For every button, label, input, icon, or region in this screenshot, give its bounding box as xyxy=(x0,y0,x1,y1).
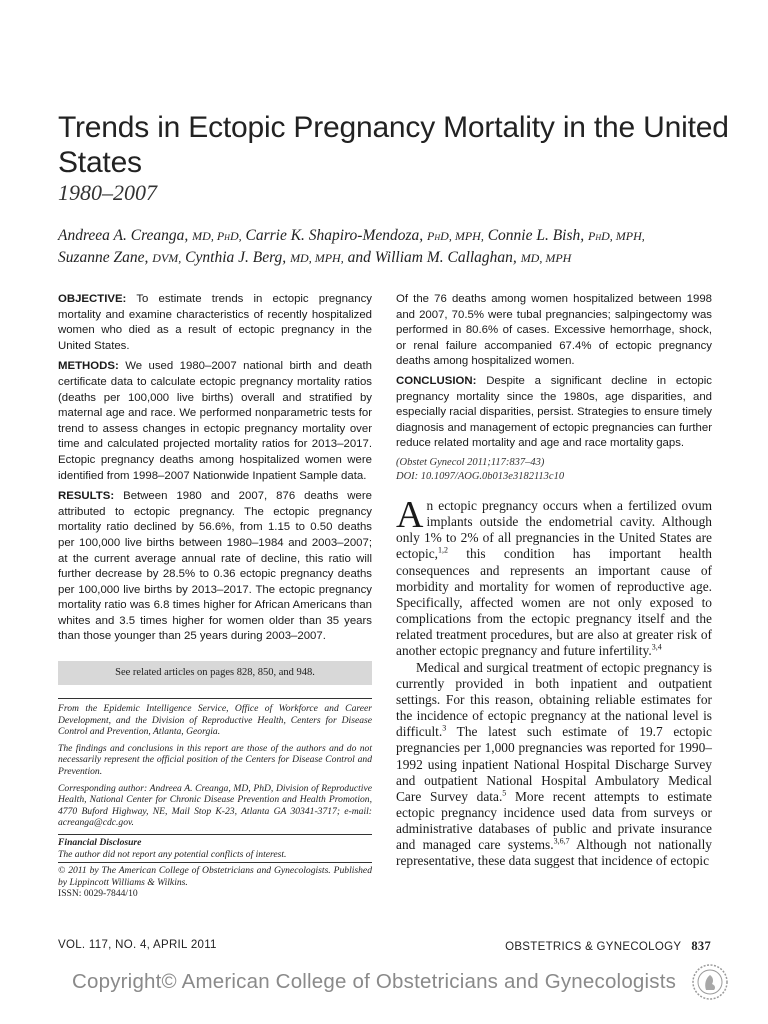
reference: 5 xyxy=(502,788,507,798)
reference: 1,2 xyxy=(438,546,449,555)
body-text-span: Although not nationally representative, these data suggest that incidence of ectopic xyxy=(396,837,712,869)
body-text-span: n ectopic pregnancy occurs when a fertilized ovum implants outside the endometrial cavity. Although only 1% to 2% of all pregnancies in the United States are ectopic, xyxy=(396,498,712,562)
conclusion-label: CONCLUSION: xyxy=(396,374,477,387)
body-text-span: The latest such estimate of 19.7 ectopic pregnancies per 1,000 pregnancies was reported for 1990–1992 using inpatient National Hospital Discharge Survey and outpatient National Hospital Ambulatory Medical Care Survey data. xyxy=(396,724,712,804)
reference: 3 xyxy=(442,723,447,733)
body-paragraph xyxy=(396,494,712,660)
copyright-watermark: Copyright© American College of Obstetricians and Gynecologists xyxy=(72,970,677,993)
abstract-left xyxy=(58,292,372,650)
author-degree: MD, PhD, xyxy=(192,229,242,243)
results-continued: Of the 76 deaths among women hospitalized between 1998 and 2007, 70.5% were tubal pregnancies; salpingectomy was performed in 80.6% of cases. Excessive hemorrhage, shock, or renal failure accompanied 67.4% of ectopic pregnancy deaths among hospitalized women. xyxy=(396,293,712,368)
journal-footer xyxy=(505,939,711,954)
author-name: Suzanne Zane, xyxy=(58,249,149,266)
body-text xyxy=(396,494,712,870)
corresponding-author-note: Corresponding author: Andreea A. Creanga, MD, PhD, Division of Reproductive Health, National Center for Chronic Disease Prevention and Health Promotion, 4770 Buford Highway, NE, Mail Stop K-23, Atlanta GA 30341-3717; e-mail: acreanga@cdc.gov. xyxy=(58,782,372,829)
author-name: Cynthia J. Berg, xyxy=(185,249,287,266)
reference: 3,4 xyxy=(651,642,662,652)
financial-disclosure-title: Financial Disclosure xyxy=(58,836,142,848)
abstract-conclusion xyxy=(396,374,712,452)
author-degree: MD, MPH, xyxy=(290,251,344,265)
issn: ISSN: 0029-7844/10 xyxy=(58,888,138,900)
drop-cap: A xyxy=(396,494,424,536)
body-text-span: Medical and surgical treatment of ectopic pregnancy is currently provided in both inpatient and outpatient settings. For this reason, obtaining reliable estimates for the incidence of ectopic pregnancy at the national level is difficult. xyxy=(396,659,712,740)
acog-seal-icon xyxy=(690,962,730,1002)
affiliation-note: From the Epidemic Intelligence Service, Office of Workforce and Career Development, and the Division of Reproductive Health, Centers for Disease Control and Prevention, Atlanta, Georgia. xyxy=(58,703,372,738)
author-degree: PhD, MPH, xyxy=(427,229,484,243)
body-paragraph xyxy=(396,660,712,870)
reference: 3,6,7 xyxy=(553,836,570,846)
results-text: Between 1980 and 2007, 876 deaths were attributed to ectopic pregnancy. The ectopic pregnancy mortality ratio declined by 56.6%, from 1.15 to 0.50 deaths per 100,000 live births between 1980–1984 and 2003–2007; at the current average annual rate of decline, this ratio will further decrease by 28.5% to 0.36 ectopic pregnancy deaths per 100,000 live births by 2013–2017. The ectopic pregnancy mortality ratio was 6.8 times higher for African Americans than whites and 3.5 times higher for women older than 35 years than those younger than 25 years during 2003–2007. xyxy=(58,490,373,643)
related-articles-box: See related articles on pages 828, 850, and 948. xyxy=(58,661,372,685)
doi: DOI: 10.1097/AOG.0b013e3182113c10 xyxy=(396,470,565,482)
methods-text: We used 1980–2007 national birth and death certificate data to calculate ectopic pregnancy mortality ratios (deaths per 100,000 live births) overall and stratified by maternal age and race. We performed nonparametric tests for trend to assess changes in ectopic pregnancy mortality over time and calculated projected mortality ratios for 2013–2017. Ectopic pregnancy deaths among hospitalized women were identified from 1998–2007 Nationwide Inpatient Sample data. xyxy=(58,360,373,482)
issue-info: VOL. 117, NO. 4, APRIL 2011 xyxy=(58,939,217,951)
author-degree: MD, MPH xyxy=(520,251,572,265)
author-degree: PhD, MPH, xyxy=(588,229,645,243)
author-name: Connie L. Bish, xyxy=(487,227,585,244)
methods-label: METHODS: xyxy=(58,360,119,373)
author-name: Carrie K. Shapiro-Mendoza, xyxy=(245,227,424,244)
objective-label: OBJECTIVE: xyxy=(58,293,127,305)
abstract-methods xyxy=(58,359,372,484)
article-subtitle: 1980–2007 xyxy=(58,180,157,205)
copyright-note: © 2011 by The American College of Obstetricians and Gynecologists. Published by Lippincott Williams & Wilkins. xyxy=(58,865,372,888)
page-number: 837 xyxy=(691,939,711,953)
journal-citation: (Obstet Gynecol 2011;117:837–43) xyxy=(396,456,545,468)
footnote-rule xyxy=(58,834,372,835)
footnotes xyxy=(58,698,372,900)
body-text-span: More recent attempts to estimate ectopic pregnancy incidence used data from surveys or administrative databases of public and private insurance and managed care systems. xyxy=(396,788,712,853)
results-label: RESULTS: xyxy=(58,490,115,503)
author-name: Andreea A. Creanga, xyxy=(58,227,189,244)
author-list xyxy=(58,225,718,269)
author-name: and William M. Callaghan, xyxy=(347,249,517,266)
financial-disclosure-text: The author did not report any potential conflicts of interest. xyxy=(58,848,287,860)
article-title: Trends in Ectopic Pregnancy Mortality in the United States xyxy=(58,111,729,179)
conclusion-text: Despite a significant decline in ectopic pregnancy mortality since the 1980s, age disparities, and especially racial disparities, persist. Strategies to ensure timely diagnosis and management of ectopic pregnancies can further reduce related mortality and age and race mortality gaps. xyxy=(396,374,712,450)
footnote-rule xyxy=(58,862,372,863)
disclaimer-note: The findings and conclusions in this report are those of the authors and do not necessarily represent the official position of the Centers for Disease Control and Prevention. xyxy=(58,742,372,777)
journal-name: OBSTETRICS & GYNECOLOGY xyxy=(505,941,682,953)
body-text-span: this condition has important health consequences and represents an important cause of morbidity and mortality for women of reproductive age. Specifically, affected women are not only exposed to complications from the ectopic pregnancy itself and the related treatment procedures, but are also at greater risk of another ectopic pregnancy and future infertility. xyxy=(396,546,712,659)
objective-text: To estimate trends in ectopic pregnancy mortality and examine characteristics of recently hospitalized women who died as a result of ectopic pregnancy in the United States. xyxy=(58,293,372,352)
footnote-rule xyxy=(58,698,372,699)
abstract-results xyxy=(58,489,372,645)
abstract-right xyxy=(396,292,712,484)
abstract-objective xyxy=(58,292,372,354)
author-degree: DVM, xyxy=(152,251,182,265)
